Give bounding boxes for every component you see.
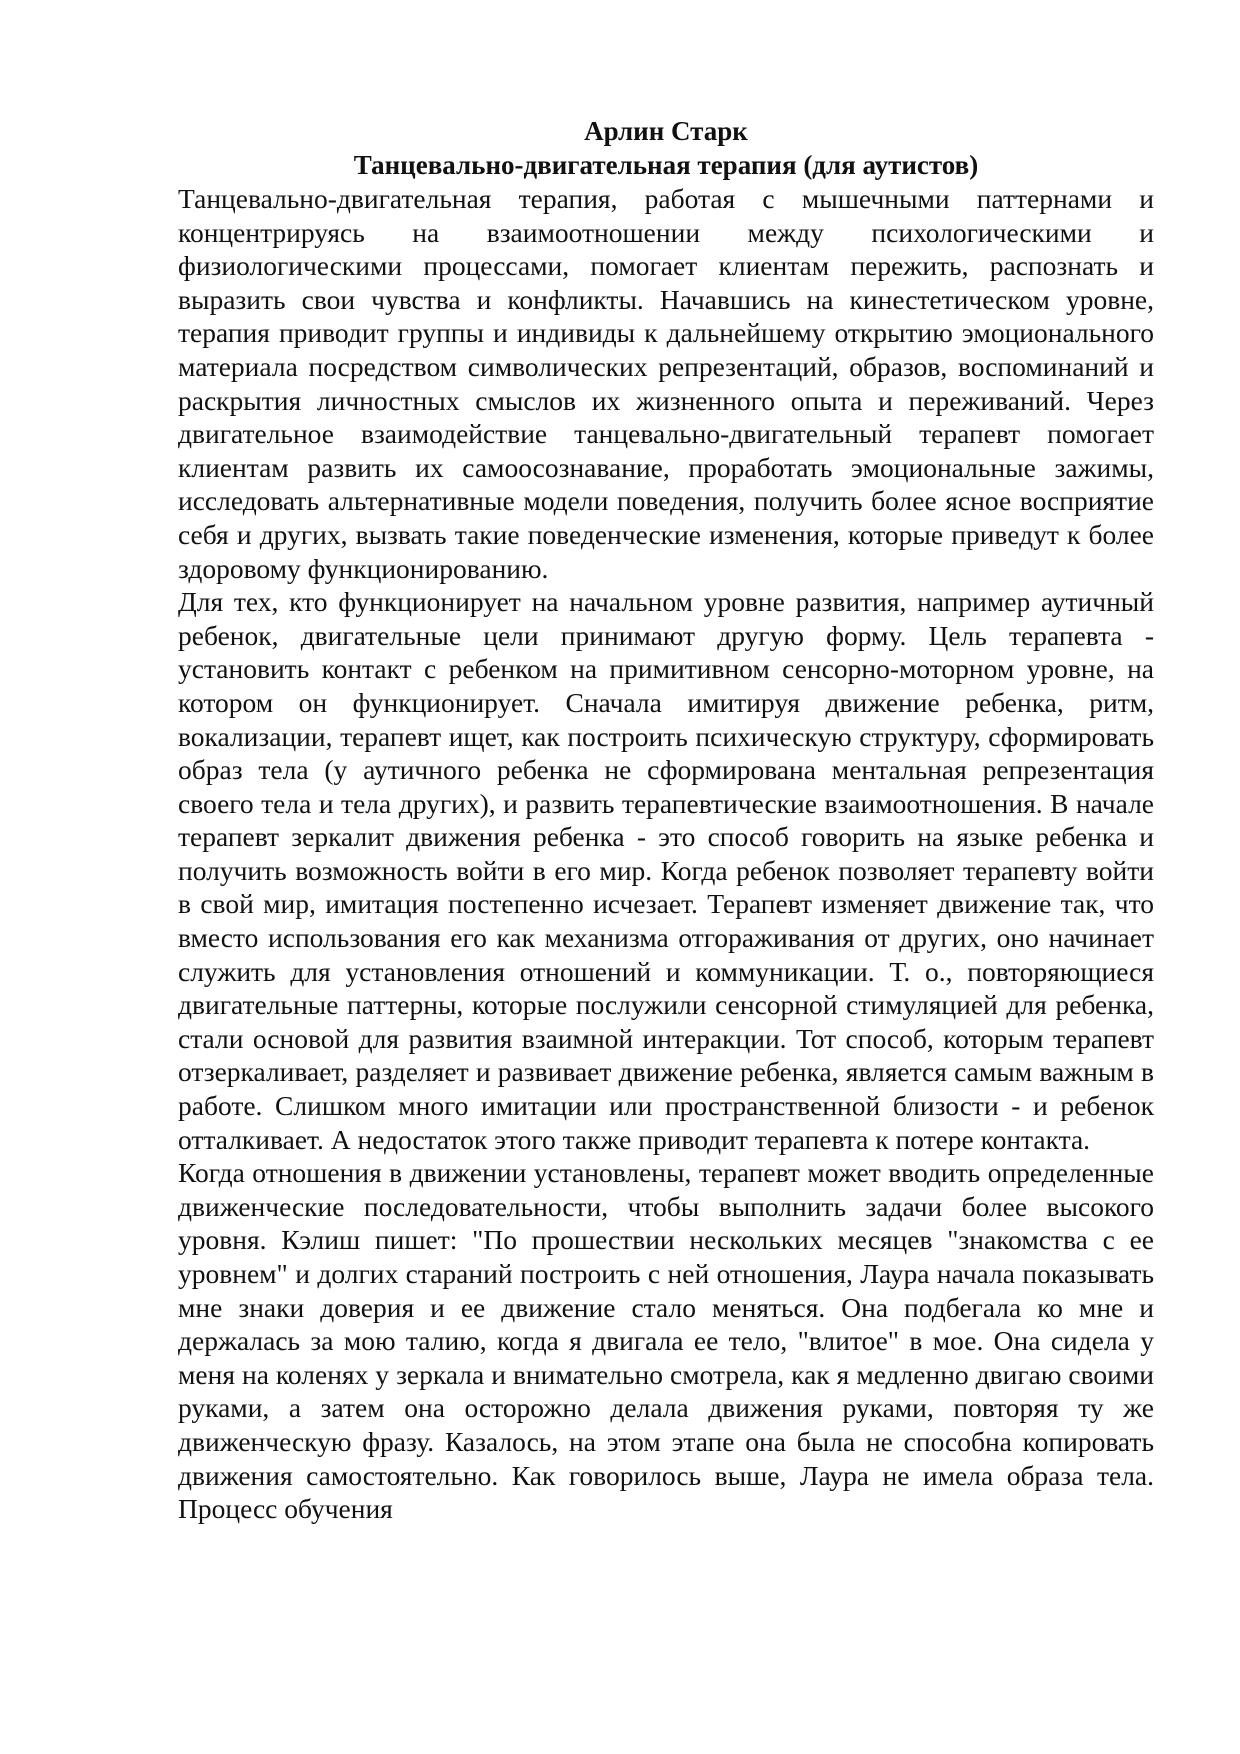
paragraph-1: Танцевально-двигательная терапия, работая с мышечными паттернами и концентрируясь на взаимоотношении между психологическими и физиологическими процессами, помогает клиентам пережить, распознать и выразить свои чувства и конфликты. Начавшись на кинестетическом уровне, терапия приводит группы и индивиды к дальнейшему открытию эмоционального материала посредством символических репрезентаций, образов, воспоминаний и раскрытия личностных смыслов их жизненного опыта и переживаний. Через двигательное взаимодействие танцевально-двигательный терапевт помогает клиентам развить их самоосознавание, проработать эмоциональные зажимы, исследовать альтернативные модели поведения, получить более ясное восприятие себя и других, вызвать такие поведенческие изменения, которые приведут к более здоровому функционированию.	[178, 183, 1154, 584]
document-content	[178, 114, 1154, 1526]
document-title: Танцевально-двигательная терапия (для аутистов)	[353, 150, 979, 180]
paragraph-2: Для тех, кто функционирует на начальном уровне развития, например аутичный ребенок, двигательные цели принимают другую форму. Цель терапевта - установить контакт с ребенком на примитивном сенсорно-моторном уровне, на котором он функционирует. Сначала имитируя движение ребенка, ритм, вокализации, терапевт ищет, как построить психическую структуру, сформировать образ тела (у аутичного ребенка не сформирована ментальная репрезентация своего тела и тела других), и развить терапевтические взаимоотношения. В начале терапевт зеркалит движения ребенка - это способ говорить на языке ребенка и получить возможность войти в его мир. Когда ребенок позволяет терапевту войти в свой мир, имитация постепенно исчезает. Терапевт изменяет движение так, что вместо использования его как механизма отгораживания от других, оно начинает служить для установления отношений и коммуникации. Т. о., повторяющиеся двигательные паттерны, которые послужили сенсорной стимуляцией для ребенка, стали основой для развития взаимной интеракции. Тот способ, которым терапевт отзеркаливает, разделяет и развивает движение ребенка, является самым важным в работе. Слишком много имитации или пространственной близости - и ребенок отталкивает. А недостаток этого также приводит терапевта к потере контакта.	[178, 586, 1154, 1155]
paragraph-3: Когда отношения в движении установлены, терапевт может вводить определенные движенческие последовательности, чтобы выполнить задачи более высокого уровня. Кэлиш пишет: "По прошествии нескольких месяцев "знакомства с ее уровнем" и долгих стараний построить с ней отношения, Лаура начала показывать мне знаки доверия и ее движение стало меняться. Она подбегала ко мне и держалась за мою талию, когда я двигала ее тело, "влитое" в мое. Она сидела у меня на коленях у зеркала и внимательно смотрела, как я медленно двигаю своими руками, а затем она осторожно делала движения руками, повторяя ту же движенческую фразу. Казалось, на этом этапе она была не способна копировать движения самостоятельно. Как говорилось выше, Лаура не имела образа тела. Процесс обучения	[178, 1157, 1154, 1525]
author-name: Арлин Старк	[584, 116, 748, 146]
